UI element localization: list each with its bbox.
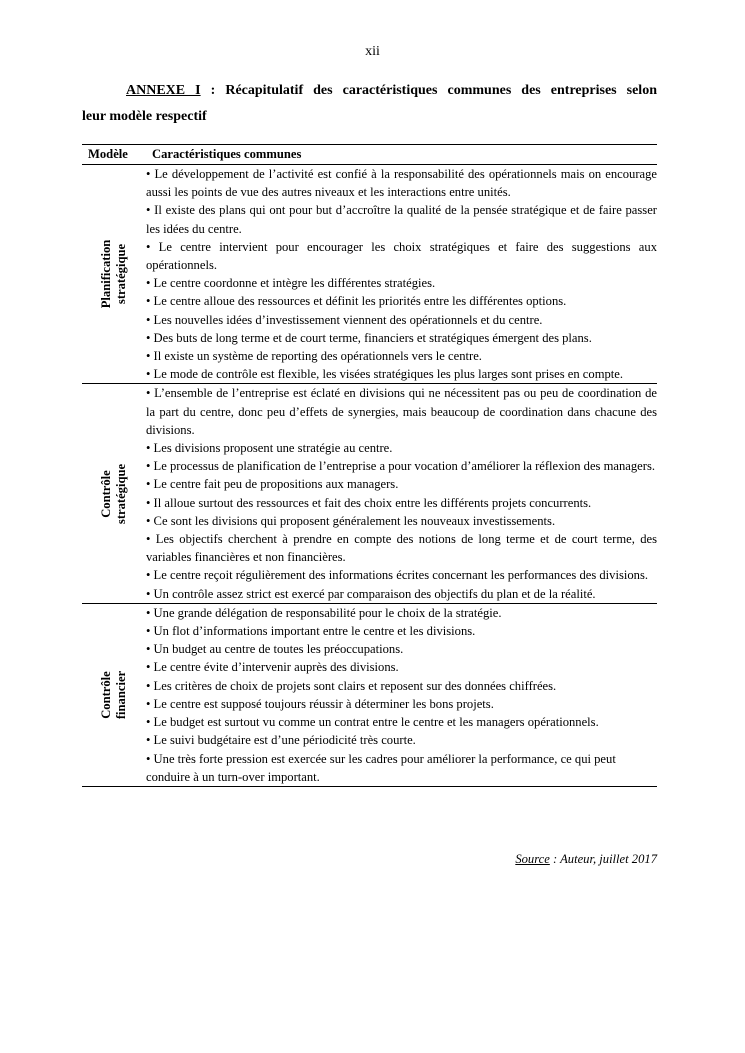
characteristics-cell — [146, 165, 657, 384]
characteristics-cell — [146, 603, 657, 786]
list-item: • Les objectifs cherchent à prendre en compte des notions de long terme et de court terme, des variables financières et non financières. — [146, 532, 657, 565]
model-label-line: Planification — [99, 239, 113, 309]
heading-line-1 — [82, 78, 657, 104]
list-item: • Un contrôle assez strict est exercé par comparaison des objectifs du plan et de la réalité. — [146, 586, 596, 601]
characteristics-list — [146, 604, 657, 786]
model-label-line: Contrôle — [99, 671, 113, 719]
list-item: • Le processus de planification de l’entreprise a pour vocation d’améliorer la réflexion des managers. — [146, 459, 656, 474]
table-row-planification-strategique — [82, 165, 657, 384]
model-label-line: stratégique — [114, 244, 128, 305]
model-label-line: Contrôle — [99, 469, 113, 518]
characteristics-list — [146, 165, 657, 383]
list-item: • Le mode de contrôle est flexible, les visées stratégiques les plus larges sont prises en compte. — [146, 367, 624, 382]
list-item: • Un flot d’informations important entre le centre et les divisions. — [146, 624, 476, 639]
characteristics-list — [146, 384, 657, 602]
list-item: • Une très forte pression est exercée sur les cadres pour améliorer la performance, ce qui peut conduire à un turn-over important. — [146, 751, 616, 784]
list-item: • Le centre coordonne et intègre les différentes stratégies. — [146, 276, 436, 291]
annex-heading — [82, 78, 657, 130]
list-item: • Des buts de long terme et de court terme, financiers et stratégiques émergent des plans. — [146, 330, 592, 345]
list-item: • Les nouvelles idées d’investissement viennent des opérationnels et du centre. — [146, 312, 543, 327]
source-label: Source — [515, 852, 550, 866]
heading-title-part-1: : Récapitulatif des caractéristiques communes des entreprises selon — [200, 83, 657, 98]
list-item: • L’ensemble de l’entreprise est éclaté en divisions qui ne nécessitent pas ou peu de coordination de la part du centre, donc peu d’effets de synergies, mais beaucoup de coordination dans chacune des divisions. — [146, 386, 657, 437]
model-label-line: financier — [114, 670, 128, 720]
annex-label: ANNEXE I — [126, 83, 201, 98]
list-item: • Le développement de l’activité est confié à la responsabilité des opérationnels mais on encourage aussi les points de vue des autres niveaux et les interactions entre unités. — [146, 167, 657, 200]
model-cell — [82, 165, 146, 384]
list-item: • Les divisions proposent une stratégie au centre. — [146, 441, 393, 456]
model-cell — [82, 603, 146, 786]
characteristics-cell — [146, 384, 657, 603]
model-cell — [82, 384, 146, 603]
page-number: xii — [365, 44, 380, 59]
source-text: : Auteur, juillet 2017 — [549, 852, 657, 866]
list-item: • Ce sont les divisions qui proposent généralement les nouveaux investissements. — [146, 513, 556, 528]
table-row-controle-financier — [82, 603, 657, 786]
list-item: • Il existe des plans qui ont pour but d’accroître la qualité de la pensée stratégique et de faire passer les idées du centre. — [146, 203, 657, 236]
list-item: • Le centre évite d’intervenir auprès des divisions. — [146, 660, 399, 675]
table-row-controle-strategique — [82, 384, 657, 603]
list-item: • Il alloue surtout des ressources et fait des choix entre les différents projets concurrents. — [146, 495, 592, 510]
column-header-model: Modèle — [82, 145, 146, 165]
model-label — [99, 671, 129, 719]
list-item: • Une grande délégation de responsabilité pour le choix de la stratégie. — [146, 605, 502, 620]
list-item: • Le budget est surtout vu comme un contrat entre le centre et les managers opérationnels. — [146, 715, 599, 730]
source-note — [515, 852, 657, 867]
model-label — [99, 240, 129, 309]
column-header-characteristics: Caractéristiques communes — [146, 145, 657, 165]
model-label-line: stratégique — [114, 463, 128, 524]
list-item: • Le suivi budgétaire est d’une périodicité très courte. — [146, 733, 416, 748]
list-item: • Le centre reçoit régulièrement des informations écrites concernant les performances des divisions. — [146, 568, 649, 583]
list-item: • Le centre alloue des ressources et définit les priorités entre les différentes options. — [146, 294, 567, 309]
list-item: • Le centre est supposé toujours réussir à déterminer les bons projets. — [146, 696, 494, 711]
list-item: • Le centre fait peu de propositions aux managers. — [146, 477, 399, 492]
table-header-row — [82, 145, 657, 165]
characteristics-table — [82, 144, 657, 787]
list-item: • Le centre intervient pour encourager les choix stratégiques et faire des suggestions aux opérationnels. — [146, 239, 657, 273]
model-label — [99, 464, 129, 524]
list-item: • Un budget au centre de toutes les préoccupations. — [146, 642, 404, 657]
list-item: • Les critères de choix de projets sont clairs et reposent sur des données chiffrées. — [146, 678, 557, 693]
heading-line-2: leur modèle respectif — [82, 109, 207, 124]
list-item: • Il existe un système de reporting des opérationnels vers le centre. — [146, 349, 482, 364]
